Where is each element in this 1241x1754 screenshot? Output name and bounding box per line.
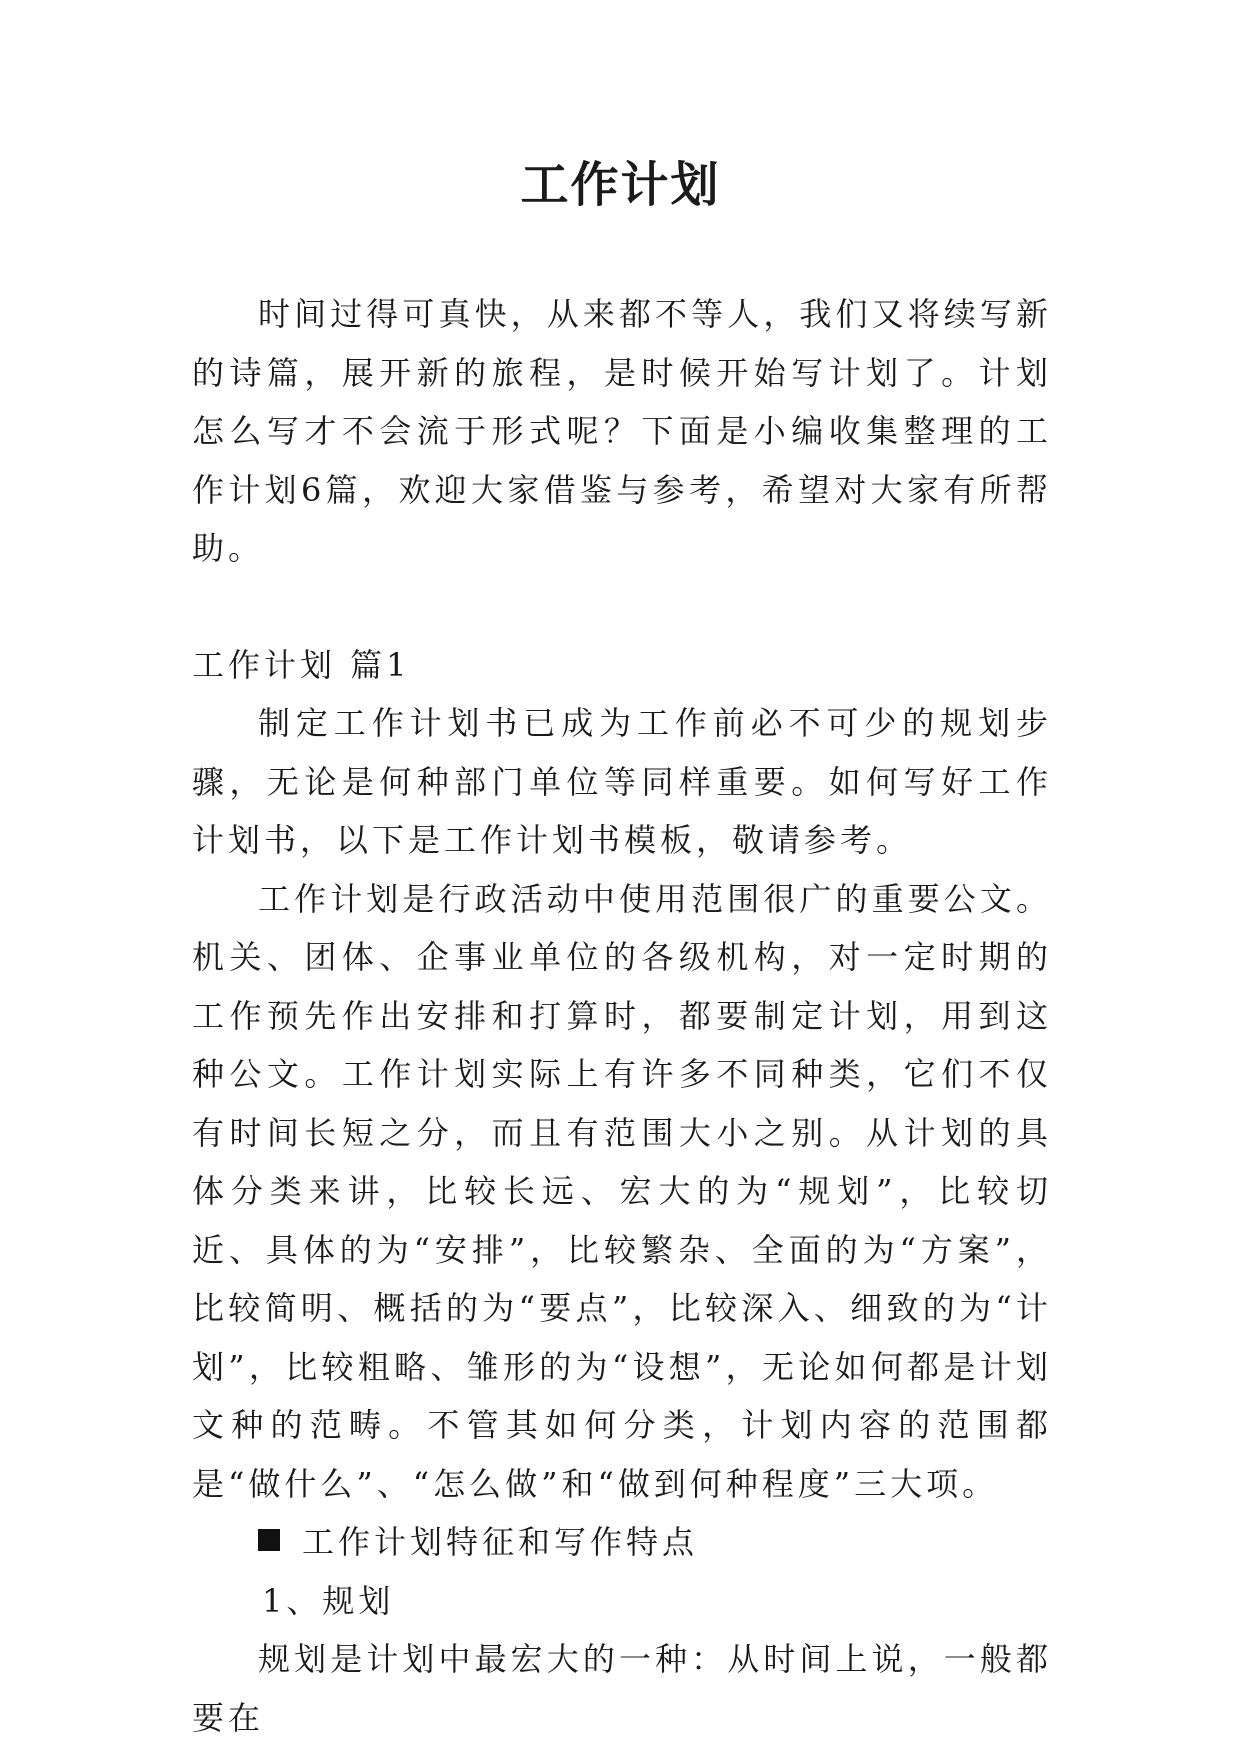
body-paragraph: 制定工作计划书已成为工作前必不可少的规划步骤，无论是何种部门单位等同样重要。如何写好工作计划书，以下是工作计划书模板，敬请参考。: [192, 704, 1052, 859]
bullet-heading: [192, 1513, 1052, 1572]
square-bullet-icon: [258, 1529, 280, 1551]
section-heading: 工作计划 篇1: [192, 645, 411, 684]
bullet-heading-text: 工作计划特征和写作特点: [302, 1523, 699, 1561]
document-body: [192, 285, 1052, 1747]
body-paragraph: 工作计划是行政活动中使用范围很广的重要公文。机关、团体、企事业单位的各级机构，对一定时期的工作预先作出安排和打算时，都要制定计划，用到这种公文。工作计划实际上有许多不同种类，它们不仅有时间长短之分，而且有范围大小之别。从计划的具体分类来讲，比较长远、宏大的为“规划”，比较切近、具体的为“安排”，比较繁杂、全面的为“方案”，比较简明、概括的为“要点”，比较深入、细致的为“计划”，比较粗略、雏形的为“设想”，无论如何都是计划文种的范畴。不管其如何分类，计划内容的范围都是“做什么”、“怎么做”和“做到何种程度”三大项。: [192, 879, 1052, 1503]
intro-paragraph: 时间过得可真快，从来都不等人，我们又将续写新的诗篇，展开新的旅程，是时候开始写计划了。计划怎么写才不会流于形式呢？下面是小编收集整理的工作计划6篇，欢迎大家借鉴与参考，希望对大家有所帮助。: [192, 295, 1052, 567]
last-paragraph: 规划是计划中最宏大的一种：从时间上说，一般都要在: [192, 1640, 1052, 1737]
numbered-item: 1、规划: [262, 1581, 395, 1620]
document-title: 工作计划: [520, 157, 721, 213]
